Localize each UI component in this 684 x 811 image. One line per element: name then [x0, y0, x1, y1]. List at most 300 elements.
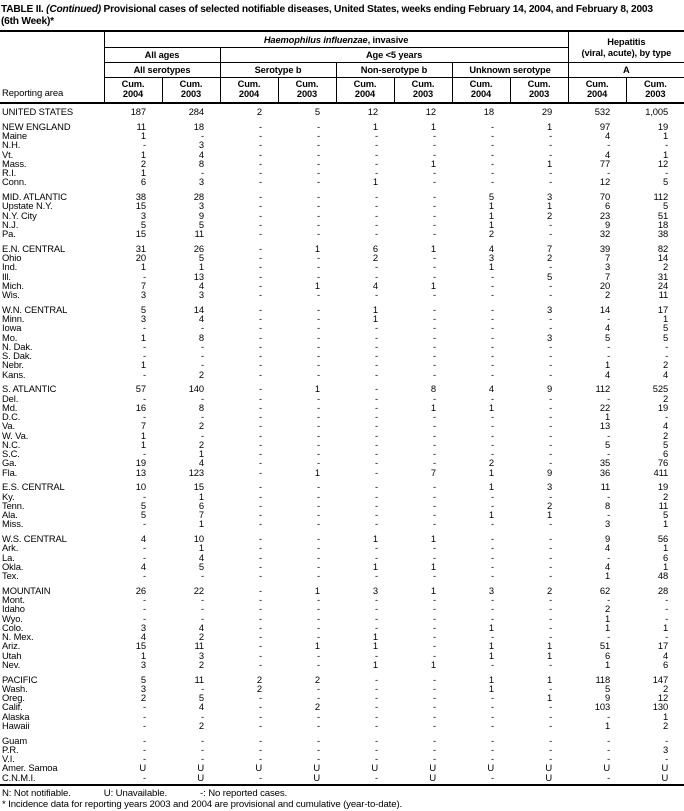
table-row	[0, 702, 684, 711]
data-cell: -	[607, 551, 611, 563]
table-row	[0, 253, 684, 262]
data-cell: 1	[314, 466, 320, 478]
data-cell: -	[258, 200, 262, 212]
data-cell: -	[490, 743, 494, 755]
data-cell: 3	[662, 743, 669, 755]
table-title-text: Provisional cases of selected notifiable diseases, United States, weeks ending February 14, 2004, and February 8, 2003	[100, 4, 653, 15]
data-cell: -	[142, 368, 146, 380]
row-label: Md.	[2, 401, 18, 413]
data-cell: -	[316, 261, 320, 273]
data-cell: 103	[594, 701, 611, 713]
data-cell: -	[200, 350, 204, 362]
row-label: D.C.	[2, 411, 21, 423]
data-cell: -	[142, 743, 146, 755]
table-header	[0, 31, 684, 103]
data-cell: 1	[604, 359, 611, 371]
data-cell: -	[607, 167, 611, 179]
table-row	[0, 519, 684, 528]
data-cell: -	[607, 490, 611, 502]
data-cell: 9	[198, 209, 204, 221]
table-row	[0, 394, 684, 403]
data-cell: 5	[198, 252, 204, 264]
data-cell: -	[374, 429, 378, 441]
data-cell: -	[374, 682, 378, 694]
data-cell: -	[142, 350, 146, 362]
table-row	[0, 211, 684, 220]
data-cell: 1	[604, 612, 611, 624]
data-cell: -	[316, 270, 320, 282]
data-cell: 1	[140, 130, 146, 142]
data-cell: 2	[314, 673, 320, 685]
data-cell: 12	[599, 176, 611, 188]
data-cell: 76	[657, 457, 669, 469]
data-cell: 2	[488, 228, 494, 240]
data-cell: -	[142, 701, 146, 713]
data-cell: -	[258, 279, 262, 291]
data-cell: -	[258, 753, 262, 765]
data-cell: -	[142, 710, 146, 722]
column-group-all-ages: All ages	[104, 48, 220, 63]
data-cell: -	[258, 313, 262, 325]
data-cell: -	[142, 734, 146, 746]
table-row	[0, 529, 684, 544]
data-cell: 23	[599, 209, 611, 221]
data-cell: 2	[198, 368, 204, 380]
data-cell: 2	[198, 631, 204, 643]
row-label: Mass.	[2, 157, 27, 169]
data-cell: -	[374, 466, 378, 478]
data-cell: -	[316, 490, 320, 502]
data-cell: 31	[657, 270, 669, 282]
data-cell: -	[374, 621, 378, 633]
data-cell: 525	[652, 383, 669, 395]
data-cell: -	[258, 603, 262, 615]
data-cell: 10	[193, 533, 204, 545]
data-cell: -	[607, 753, 611, 765]
table-row	[0, 693, 684, 702]
data-cell: -	[549, 560, 553, 572]
data-cell: -	[490, 176, 494, 188]
data-cell: 3	[140, 313, 146, 325]
data-cell: 2	[662, 682, 669, 694]
data-cell: -	[432, 649, 436, 661]
row-label: Ill.	[2, 270, 11, 282]
data-cell: 31	[135, 242, 146, 254]
data-cell: 7	[198, 509, 204, 521]
data-cell: 26	[193, 242, 204, 254]
table-row	[0, 262, 684, 271]
table-row	[0, 641, 684, 650]
data-cell: 411	[653, 466, 669, 478]
data-cell: -	[142, 542, 146, 554]
column-subgroup-hepatitis-a: A	[568, 63, 684, 78]
data-cell: 2	[546, 499, 553, 511]
data-cell: -	[374, 261, 378, 273]
data-cell: 1	[662, 148, 669, 160]
data-cell: 2	[140, 157, 146, 169]
data-cell: -	[374, 499, 378, 511]
data-cell: -	[374, 200, 378, 212]
data-cell: 12	[425, 106, 436, 118]
table-row	[0, 458, 684, 467]
row-label: S. ATLANTIC	[2, 383, 57, 395]
row-label: Tex.	[2, 570, 19, 582]
data-cell: 1	[140, 148, 146, 160]
data-cell: 2	[198, 658, 204, 670]
data-cell: 5	[140, 509, 146, 521]
data-cell: -	[374, 673, 378, 685]
data-cell: 1	[546, 649, 553, 661]
data-cell: -	[432, 340, 436, 352]
data-cell: -	[316, 481, 320, 493]
row-label: N. Mex.	[2, 631, 34, 643]
data-cell: -	[258, 148, 262, 160]
data-cell: -	[490, 303, 494, 315]
data-cell: -	[374, 359, 378, 371]
data-cell: 4	[662, 420, 669, 432]
data-cell: 1	[140, 438, 146, 450]
table-row	[0, 220, 684, 229]
data-cell: 11	[194, 228, 204, 240]
data-cell: -	[316, 120, 320, 132]
data-cell: -	[432, 692, 436, 704]
column-subgroup-all-serotypes: All serotypes	[104, 63, 220, 78]
row-label: Oreg.	[2, 692, 25, 704]
data-cell: 1	[488, 509, 494, 521]
data-cell: 1	[372, 560, 378, 572]
data-cell: 2	[662, 392, 669, 404]
data-cell: 1	[488, 640, 494, 652]
data-cell: -	[258, 438, 262, 450]
data-cell: -	[490, 313, 494, 325]
data-cell: -	[374, 228, 378, 240]
data-cell: 6	[604, 649, 611, 661]
data-cell: -	[490, 701, 494, 713]
data-cell: -	[549, 289, 553, 301]
table-row	[0, 632, 684, 641]
data-cell: -	[432, 228, 436, 240]
data-cell: -	[374, 490, 378, 502]
table-row	[0, 754, 684, 763]
data-cell: 16	[135, 401, 146, 413]
data-cell: -	[316, 303, 320, 315]
footnote-legend	[2, 788, 684, 800]
data-cell: -	[142, 322, 146, 334]
data-cell: 1	[430, 120, 436, 132]
data-cell: 5	[488, 191, 494, 203]
data-cell: -	[549, 228, 553, 240]
data-cell: 5	[140, 218, 146, 230]
data-cell: -	[200, 322, 204, 334]
data-cell: 56	[657, 533, 669, 545]
data-cell: 1	[488, 200, 494, 212]
data-cell: 3	[140, 621, 146, 633]
data-cell: 2	[546, 209, 553, 221]
data-cell: 1	[372, 658, 378, 670]
data-cell: 2	[662, 490, 669, 502]
data-cell: -	[258, 252, 262, 264]
data-cell: 5	[140, 499, 146, 511]
table-row	[0, 477, 684, 492]
table-row	[0, 412, 684, 421]
data-cell: -	[549, 368, 553, 380]
data-cell: 3	[140, 209, 146, 221]
data-cell: 7	[604, 252, 611, 264]
data-cell: -	[316, 252, 320, 264]
hepatitis-label-line2: (viral, acute), by type	[581, 48, 672, 59]
data-cell: -	[432, 710, 436, 722]
data-cell: -	[258, 490, 262, 502]
data-cell: 4	[198, 551, 204, 563]
data-cell: 1	[662, 560, 669, 572]
data-cell: 2	[198, 719, 204, 731]
table-row	[0, 562, 684, 571]
data-cell: -	[490, 148, 494, 160]
table-row	[0, 370, 684, 379]
row-label: Mo.	[2, 331, 18, 343]
data-cell: -	[374, 551, 378, 563]
data-cell: 2	[662, 359, 669, 371]
data-cell: 1	[198, 542, 204, 554]
column-header-reporting-area: Reporting area	[0, 31, 104, 103]
data-cell: -	[316, 560, 320, 572]
table-row	[0, 323, 684, 332]
data-cell: -	[316, 209, 320, 221]
column-header-cum-2004: Cum. 2004	[568, 78, 626, 104]
data-cell: -	[432, 359, 436, 371]
table-row	[0, 553, 684, 562]
data-cell: -	[665, 167, 669, 179]
data-cell: 1	[314, 640, 320, 652]
data-cell: 112	[653, 191, 669, 203]
data-cell: -	[665, 411, 669, 423]
row-label: Maine	[2, 130, 27, 142]
data-cell: 3	[140, 682, 146, 694]
data-cell: -	[316, 218, 320, 230]
data-cell: 9	[604, 218, 611, 230]
data-cell: -	[432, 261, 436, 273]
data-cell: 1	[488, 481, 494, 493]
data-cell: 1	[314, 279, 320, 291]
data-cell: -	[374, 368, 378, 380]
data-cell: 14	[193, 303, 204, 315]
data-cell: -	[432, 392, 436, 404]
data-cell: 6	[662, 448, 669, 460]
row-label: NEW ENGLAND	[2, 120, 71, 132]
data-cell: -	[316, 401, 320, 413]
data-cell: -	[490, 420, 494, 432]
data-cell: 28	[193, 191, 204, 203]
data-cell: 2	[662, 719, 669, 731]
table-row	[0, 543, 684, 552]
data-cell: 1	[488, 649, 494, 661]
data-cell: -	[490, 350, 494, 362]
data-cell: U	[487, 762, 494, 774]
data-cell: 1	[662, 313, 669, 325]
data-cell: -	[549, 743, 553, 755]
data-cell: -	[374, 518, 378, 530]
data-cell: -	[432, 429, 436, 441]
table-row	[0, 745, 684, 754]
data-cell: -	[316, 289, 320, 301]
data-cell: -	[142, 392, 146, 404]
data-cell: 20	[135, 252, 146, 264]
data-cell: -	[336, 773, 394, 785]
data-cell: 2	[488, 457, 494, 469]
data-cell: -	[490, 411, 494, 423]
data-cell: -	[374, 411, 378, 423]
column-group-hepatitis	[568, 31, 684, 63]
row-label: N.C.	[2, 438, 21, 450]
data-cell: -	[490, 490, 494, 502]
row-label: Fla.	[2, 466, 18, 478]
row-label: Mich.	[2, 279, 24, 291]
data-cell: -	[142, 270, 146, 282]
data-cell: -	[607, 710, 611, 722]
column-header-cum-2004: Cum. 2004	[220, 78, 278, 104]
data-cell: 1	[546, 200, 553, 212]
data-cell: -	[258, 743, 262, 755]
data-cell: -	[316, 130, 320, 142]
data-cell: 39	[599, 242, 611, 254]
data-cell: -	[549, 621, 553, 633]
data-cell: 3	[604, 518, 611, 530]
data-cell: U	[255, 762, 262, 774]
data-cell: -	[200, 411, 204, 423]
column-header-cum-2004: Cum. 2004	[452, 78, 510, 104]
data-cell: -	[432, 313, 436, 325]
data-cell: -	[490, 130, 494, 142]
table-row	[0, 595, 684, 604]
data-cell: 5	[314, 106, 320, 118]
data-cell: -	[142, 719, 146, 731]
table-row	[0, 229, 684, 238]
data-cell: -	[549, 594, 553, 606]
data-cell: -	[316, 429, 320, 441]
data-cell: 4	[604, 148, 611, 160]
data-cell: 1	[140, 649, 146, 661]
data-cell: 18	[193, 120, 204, 132]
data-cell: -	[316, 228, 320, 240]
row-label: P.R.	[2, 743, 19, 755]
data-cell: 1	[314, 584, 320, 596]
data-cell: 1	[314, 242, 320, 254]
data-cell: -	[432, 594, 436, 606]
data-cell: -	[432, 457, 436, 469]
data-cell: 1	[662, 518, 669, 530]
data-cell: 3	[198, 289, 204, 301]
data-cell: 1	[662, 621, 669, 633]
row-label: Amer. Samoa	[2, 762, 58, 774]
data-cell: -	[432, 753, 436, 765]
data-cell: 5	[662, 200, 669, 212]
data-cell: 5	[198, 218, 204, 230]
data-cell: -	[607, 392, 611, 404]
row-label: W. Va.	[2, 429, 29, 441]
data-cell: 5	[662, 331, 669, 343]
data-cell: -	[258, 242, 262, 254]
data-cell: -	[374, 289, 378, 301]
data-cell: 5	[140, 303, 146, 315]
data-cell: -	[316, 612, 320, 624]
row-label: Mont.	[2, 594, 25, 606]
data-cell: -	[316, 570, 320, 582]
data-cell: -	[490, 560, 494, 572]
data-cell: -	[549, 392, 553, 404]
table-row	[0, 431, 684, 440]
data-cell: 4	[488, 242, 494, 254]
data-cell: 51	[599, 640, 611, 652]
data-cell: -	[200, 359, 204, 371]
row-label: N.Y. City	[2, 209, 37, 221]
table-row	[0, 290, 684, 299]
data-cell: 1	[430, 533, 436, 545]
data-cell: 1	[488, 218, 494, 230]
data-cell: -	[258, 368, 262, 380]
data-cell: -	[258, 448, 262, 460]
data-cell: -	[200, 570, 204, 582]
data-cell: -	[490, 340, 494, 352]
table-row	[0, 177, 684, 186]
data-cell: 4	[198, 701, 204, 713]
row-label: UNITED STATES	[2, 106, 74, 118]
data-cell: -	[490, 594, 494, 606]
row-label: Del.	[2, 392, 19, 404]
data-cell: -	[142, 753, 146, 765]
data-cell: -	[316, 448, 320, 460]
data-cell: -	[374, 743, 378, 755]
data-cell: -	[490, 551, 494, 563]
data-cell: -	[665, 753, 669, 765]
column-subgroup-unknown-serotype: Unknown serotype	[452, 63, 568, 78]
table-title-line1	[1, 4, 683, 16]
data-cell: -	[200, 340, 204, 352]
data-cell: 15	[135, 200, 146, 212]
data-cell: -	[549, 533, 553, 545]
data-cell: -	[258, 331, 262, 343]
table-row	[0, 201, 684, 210]
table-body	[0, 103, 684, 785]
data-cell: -	[258, 499, 262, 511]
data-cell: -	[549, 753, 553, 765]
data-cell: -	[316, 191, 320, 203]
data-cell: -	[104, 773, 162, 785]
data-cell: 1	[140, 261, 146, 273]
data-cell: -	[258, 481, 262, 493]
data-cell: -	[549, 682, 553, 694]
data-cell: -	[490, 368, 494, 380]
data-cell: -	[549, 631, 553, 643]
column-header-cum-2003: Cum. 2003	[626, 78, 684, 104]
data-cell: 147	[652, 673, 669, 685]
data-cell: -	[490, 429, 494, 441]
data-cell: 19	[135, 457, 146, 469]
data-cell: -	[549, 350, 553, 362]
data-cell: -	[200, 743, 204, 755]
data-cell: -	[432, 438, 436, 450]
data-cell: -	[432, 289, 436, 301]
data-cell: 29	[541, 106, 553, 118]
data-cell: -	[220, 773, 278, 785]
data-cell: -	[549, 457, 553, 469]
data-cell: 4	[604, 542, 611, 554]
data-cell: -	[549, 438, 553, 450]
data-cell: 1	[662, 130, 669, 142]
data-cell: 1	[546, 640, 553, 652]
data-cell: -	[490, 753, 494, 765]
data-cell: 2	[662, 261, 669, 273]
data-cell: 1	[430, 242, 436, 254]
